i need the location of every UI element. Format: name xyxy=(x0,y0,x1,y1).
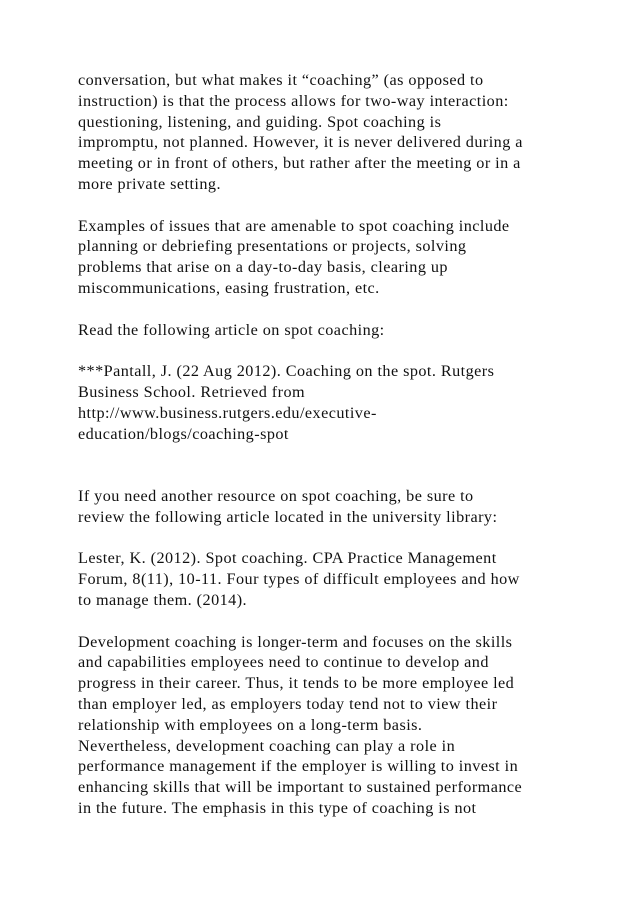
paragraph-spacer xyxy=(78,528,578,549)
reference-pantall xyxy=(78,361,578,444)
text-line: Examples of issues that are amenable to spot coaching include xyxy=(78,216,510,235)
text-line: problems that arise on a day-to-day basis, clearing up xyxy=(78,258,448,277)
paragraph-spacer xyxy=(78,444,578,486)
text-line: progress in their career. Thus, it tends to be more employee led xyxy=(78,674,515,693)
reference-url-line: http://www.business.rutgers.edu/executive- xyxy=(78,403,377,422)
text-line: and capabilities employees need to continue to develop and xyxy=(78,653,489,672)
paragraph-read-article xyxy=(78,320,578,341)
text-line: Read the following article on spot coaching: xyxy=(78,320,385,339)
paragraph-spacer xyxy=(78,340,578,361)
text-line: Lester, K. (2012). Spot coaching. CPA Practice Management xyxy=(78,549,497,568)
document-body xyxy=(78,70,578,819)
text-line: Business School. Retrieved from xyxy=(78,382,306,401)
text-line: performance management if the employer is willing to invest in xyxy=(78,757,519,776)
text-line: meeting or in front of others, but rather after the meeting or in a xyxy=(78,154,521,173)
text-line: to manage them. (2014). xyxy=(78,590,248,609)
text-line: Nevertheless, development coaching can play a role in xyxy=(78,736,456,755)
text-line: review the following article located in the university library: xyxy=(78,507,498,526)
paragraph-development-coaching xyxy=(78,632,578,819)
text-line: planning or debriefing presentations or projects, solving xyxy=(78,237,467,256)
paragraph-spacer xyxy=(78,299,578,320)
text-line: Development coaching is longer-term and focuses on the skills xyxy=(78,632,513,651)
paragraph-spacer xyxy=(78,611,578,632)
paragraph-spot-coaching-definition xyxy=(78,70,578,195)
text-line: ***Pantall, J. (22 Aug 2012). Coaching on the spot. Rutgers xyxy=(78,362,495,381)
text-line: conversation, but what makes it “coaching” (as opposed to xyxy=(78,71,484,89)
text-line: If you need another resource on spot coaching, be sure to xyxy=(78,486,474,505)
paragraph-examples xyxy=(78,216,578,299)
text-line: instruction) is that the process allows for two-way interaction: xyxy=(78,91,509,110)
text-line: in the future. The emphasis in this type of coaching is not xyxy=(78,798,477,817)
text-line: miscommunications, easing frustration, etc. xyxy=(78,278,380,297)
text-line: than employer led, as employers today tend not to view their xyxy=(78,694,498,713)
text-line: enhancing skills that will be important to sustained performance xyxy=(78,778,523,797)
paragraph-spacer xyxy=(78,195,578,216)
text-line: more private setting. xyxy=(78,174,221,193)
reference-url-line: education/blogs/coaching-spot xyxy=(78,424,289,443)
text-line: questioning, listening, and guiding. Spot coaching is xyxy=(78,112,442,131)
paragraph-another-resource xyxy=(78,486,578,528)
reference-lester xyxy=(78,548,578,610)
text-line: relationship with employees on a long-term basis. xyxy=(78,715,423,734)
text-line: Forum, 8(11), 10-11. Four types of difficult employees and how xyxy=(78,570,520,589)
text-line: impromptu, not planned. However, it is never delivered during a xyxy=(78,133,523,152)
